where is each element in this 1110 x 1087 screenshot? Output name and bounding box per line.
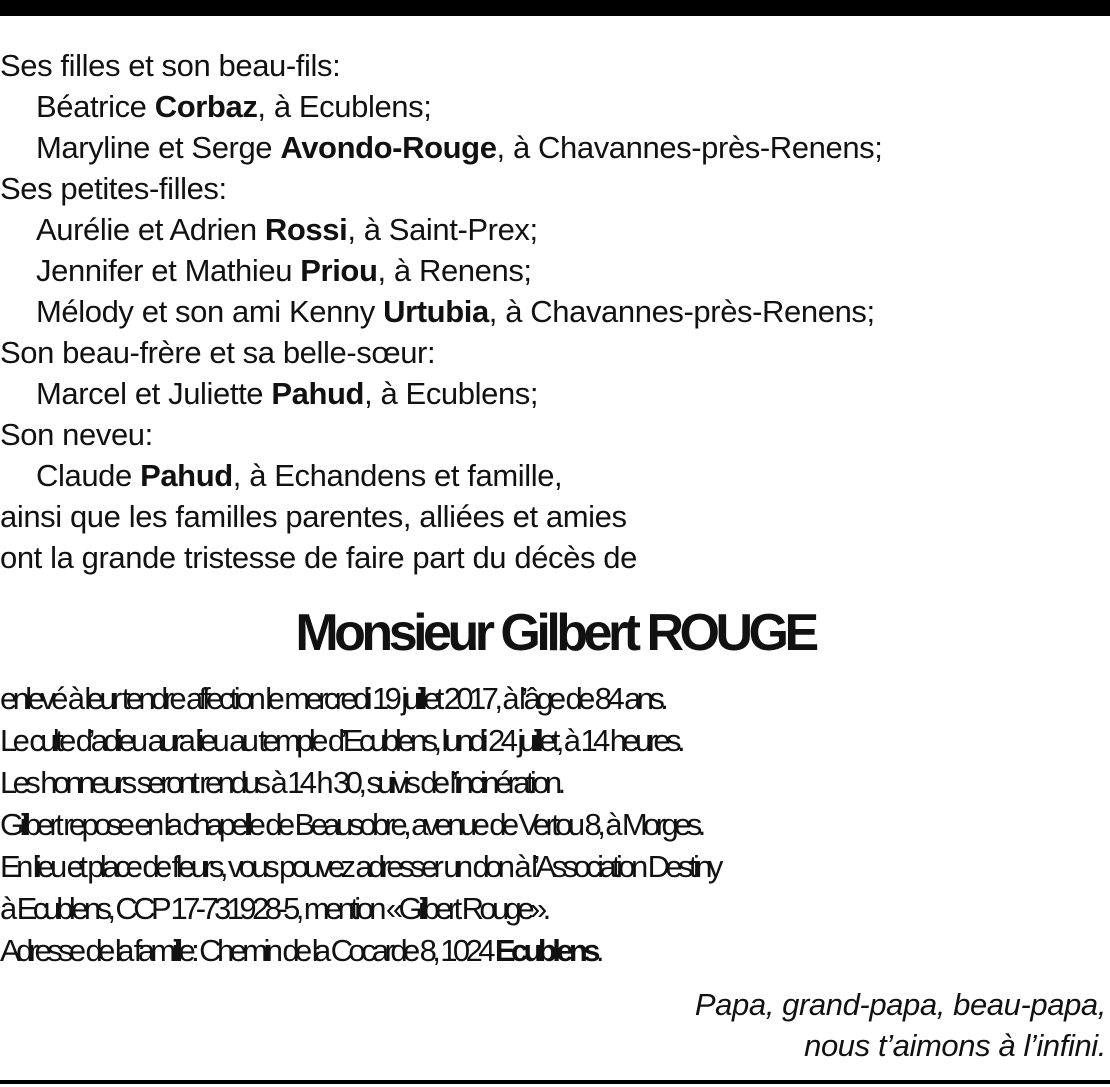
closing-line: ainsi que les familles parentes, alliées et amies (0, 499, 627, 534)
inlaws-heading: Son beau-frère et sa belle-sœur: (0, 335, 436, 370)
address-city: Ecublens (494, 933, 596, 968)
entry-place: , à Ecublens; (257, 89, 432, 124)
entry-surname: Priou (300, 253, 378, 288)
epitaph-line: nous t’aimons à l’infini. (804, 1028, 1106, 1063)
funeral-details (0, 678, 1110, 972)
entry-surname: Avondo-Rouge (280, 130, 497, 165)
deceased-name: Monsieur Gilbert ROUGE (295, 604, 815, 662)
family-entry (0, 86, 882, 127)
top-rule (0, 0, 1110, 16)
details-line: Les honneurs seront rendus à 14 h 30, suivis de l’incinération. (0, 765, 562, 800)
entry-given-names: Claude (36, 458, 141, 493)
family-entry (0, 291, 882, 332)
family-entry (0, 209, 882, 250)
family-entry (0, 127, 882, 168)
granddaughters-heading: Ses petites-filles: (0, 171, 227, 206)
details-line: En lieu et place de fleurs, vous pouvez adresser un don à l’Association Destiny (0, 849, 719, 884)
entry-given-names: Aurélie et Adrien (36, 212, 265, 247)
entry-surname: Pahud (271, 376, 365, 411)
details-line: enlevé à leur tendre affection le mercredi 19 juillet 2017, à l’âge de 84 ans. (0, 681, 665, 716)
epitaph-line: Papa, grand-papa, beau-papa, (694, 987, 1106, 1022)
closing-line: ont la grande tristesse de faire part du décès de (0, 540, 637, 575)
entry-given-names: Béatrice (36, 89, 155, 124)
entry-given-names: Jennifer et Mathieu (36, 253, 301, 288)
entry-place: , à Echandens et famille, (232, 458, 563, 493)
family-list (0, 45, 882, 578)
daughters-heading: Ses filles et son beau-fils: (0, 48, 341, 83)
entry-place: , à Chavannes-près-Renens; (488, 294, 875, 329)
epitaph (695, 984, 1106, 1066)
entry-given-names: Mélody et son ami Kenny (36, 294, 384, 329)
entry-surname: Corbaz (154, 89, 258, 124)
address-text: Adresse de la famille: Chemin de la Cocarde 8, 1024 (0, 933, 495, 968)
entry-surname: Pahud (140, 458, 233, 493)
details-line: Gilbert repose en la chapelle de Beausobre, avenue de Vertou 8, à Morges. (0, 807, 702, 842)
entry-surname: Rossi (264, 212, 348, 247)
nephew-heading: Son neveu: (0, 417, 153, 452)
details-line: à Ecublens, CCP 17-731928-5, mention «Gilbert Rouge». (0, 891, 547, 926)
entry-place: , à Chavannes-près-Renens; (496, 130, 883, 165)
entry-place: , à Renens; (377, 253, 532, 288)
family-address (0, 930, 1110, 972)
entry-surname: Urtubia (383, 294, 489, 329)
address-punctuation: . (595, 933, 600, 968)
family-entry (0, 250, 882, 291)
details-line: Le culte d’adieu aura lieu au temple d’Ecublens, lundi 24 juillet, à 14 heures. (0, 723, 681, 758)
family-entry (0, 455, 882, 496)
entry-given-names: Marcel et Juliette (36, 376, 272, 411)
entry-place: , à Ecublens; (364, 376, 539, 411)
entry-place: , à Saint-Prex; (347, 212, 538, 247)
bottom-rule (0, 1080, 1110, 1084)
entry-given-names: Maryline et Serge (36, 130, 281, 165)
family-entry (0, 373, 882, 414)
